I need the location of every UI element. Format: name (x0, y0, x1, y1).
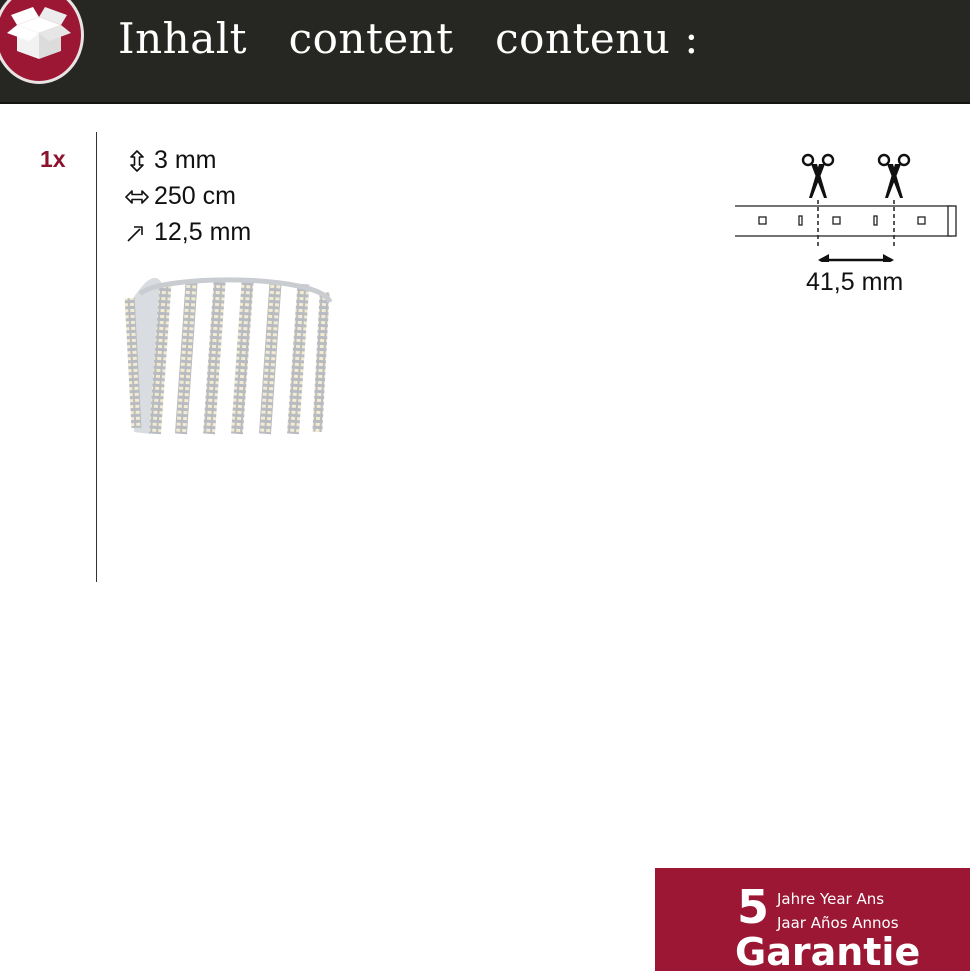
led-strip-coil-image (120, 272, 340, 438)
scissors-icon (879, 155, 909, 198)
cut-points-diagram (730, 150, 962, 262)
guarantee-word: Garantie (735, 930, 921, 971)
spec-height-text: 3 mm (154, 146, 217, 174)
guarantee-badge (655, 868, 970, 971)
width-arrow-icon (124, 221, 150, 245)
spec-height (124, 146, 217, 175)
guarantee-line-1: Jahre Year Ans (777, 890, 885, 908)
cut-distance-label: 41,5 mm (806, 268, 904, 296)
spec-width (124, 218, 251, 247)
scissors-icon (803, 155, 833, 198)
guarantee-years: 5 (737, 880, 770, 934)
open-box-icon (3, 3, 75, 67)
quantity-label: 1x (40, 146, 66, 172)
header-bar (0, 0, 970, 104)
spec-length-text: 250 cm (154, 182, 236, 210)
page-title: Inhalt content contenu : (118, 14, 699, 63)
length-arrow-icon (124, 185, 150, 209)
height-arrow-icon (124, 149, 150, 173)
content-badge (0, 0, 84, 84)
divider-line (96, 132, 97, 582)
guarantee-line-2: Jaar Años Annos (777, 914, 899, 932)
spec-length (124, 182, 236, 211)
spec-width-text: 12,5 mm (154, 218, 252, 246)
